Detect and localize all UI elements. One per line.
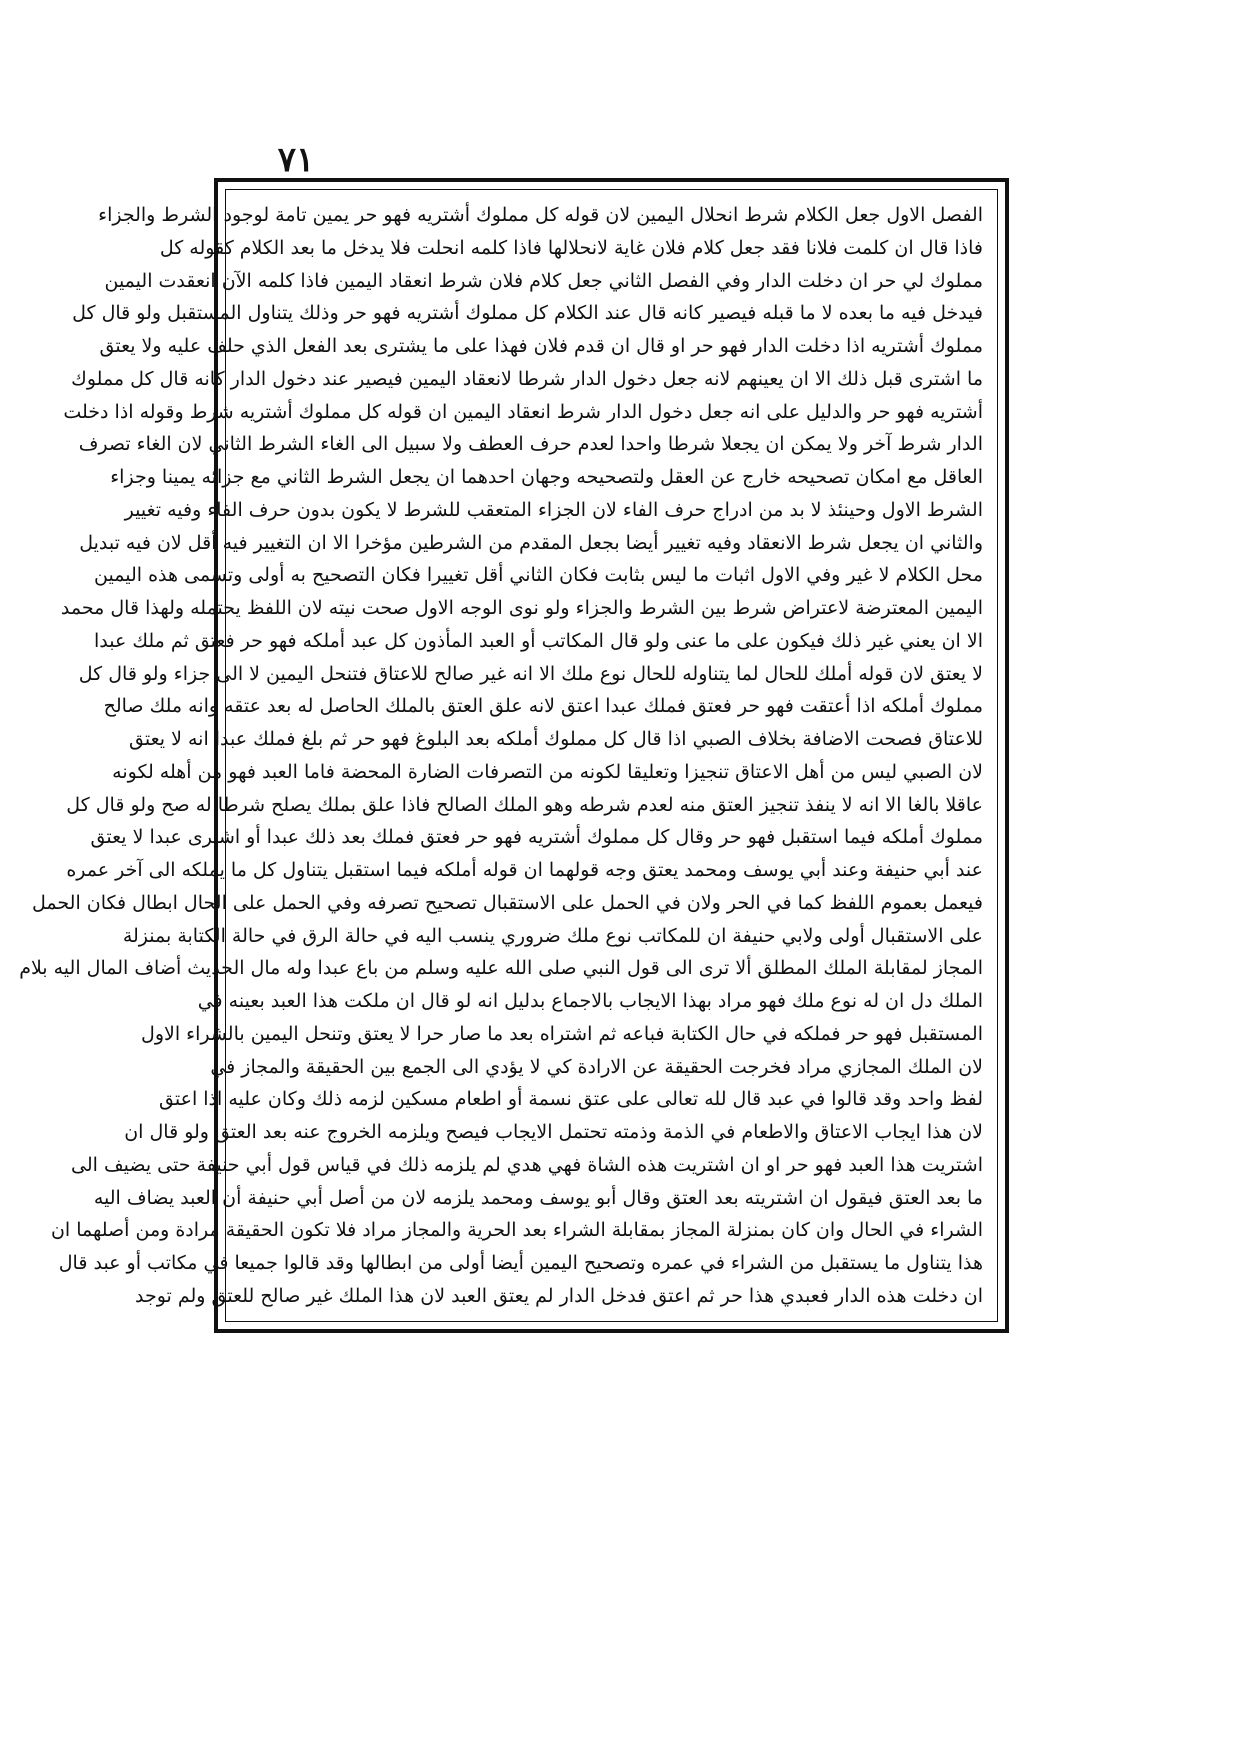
text-line: لا يعتق لان قوله أملك للحال لما يتناوله للحال نوع ملك الا انه غير صالح للاعتاق فتنحل اليمين لا الى جزاء ولو قال كل	[78, 662, 983, 685]
text-line: لان الصبي ليس من أهل الاعتاق تنجيزا وتعليقا لكونه من التصرفات الضارة المحضة فاما العبد فهو من أهله لكونه	[112, 760, 983, 783]
text-line: للاعتاق فصحت الاضافة بخلاف الصبي اذا قال كل مملوك أملكه بعد البلوغ فهو حر ثم بلغ فملك عبدا انه لا يعتق	[129, 728, 983, 750]
text-line: لان هذا ايجاب الاعتاق والاطعام في الذمة وذمته تحتمل الايجاب فيصح ويلزمه الخروج عنه بعد العتق ولو قال ان	[124, 1121, 983, 1143]
text-line: أشتريه فهو حر والدليل على انه جعل دخول الدار شرط انعقاد اليمين ان قوله كل مملوك أشتريه شرط وقوله اذا دخلت	[63, 400, 983, 423]
text-line: المستقبل فهو حر فملكه في حال الكتابة فباعه ثم اشتراه بعد ما صار حرا لا يعتق وتنحل اليمين بالشراء الاول	[141, 1022, 983, 1045]
text-body	[19, 200, 983, 1311]
text-line: لان الملك المجازي مراد فخرجت الحقيقة عن الارادة كي لا يؤدي الى الجمع بين الحقيقة والمجاز في	[210, 1055, 983, 1078]
text-line: العاقل مع امكان تصحيحه خارج عن العقل ولتصحيحه وجهان احدهما ان يجعل الشرط الثاني مع جزائه يمينا وجزاء	[110, 466, 983, 488]
text-line: ان دخلت هذه الدار فعبدي هذا حر ثم اعتق فدخل الدار لم يعتق العبد لان هذا الملك غير صالح للعتق ولم توجد	[134, 1284, 983, 1307]
text-line: مملوك أملكه فيما استقبل فهو حر وقال كل مملوك أشتريه فهو حر فعتق فملك بعد ذلك عبدا أو اشترى عبدا لا يعتق	[90, 826, 983, 849]
text-line: المجاز لمقابلة الملك المطلق ألا ترى الى قول النبي صلى الله عليه وسلم من باع عبدا وله مال الحديث أضاف المال اليه بلام	[19, 957, 983, 980]
text-line: مملوك أشتريه اذا دخلت الدار فهو حر او قال ان قدم فلان فهذا على ما يشترى بعد الفعل الذي حلف عليه ولا يعتق	[99, 335, 983, 357]
text-line: الشراء في الحال وان كان بمنزلة المجاز بمقابلة الشراء بعد الحرية والمجاز مراد فلا تكون الحقيقة مرادة ومن أصلهما ان	[50, 1219, 983, 1242]
text-line: اشتريت هذا العبد فهو حر او ان اشتريت هذه الشاة فهي هدي لم يلزمه ذلك في قياس قول أبي حنيفة حتى يضيف الى	[71, 1153, 983, 1176]
text-line: محل الكلام لا غير وفي الاول اثبات ما ليس بثابت فكان الثاني أقل تغييرا فكان التصحيح به أولى وتسمى هذه اليمين	[94, 564, 983, 587]
page-border	[19, 178, 1009, 1333]
text-line: الا ان يعني غير ذلك فيكون على ما عنى ولو قال المكاتب أو العبد المأذون كل عبد أملكه فهو حر فعتق ثم ملك عبدا	[93, 629, 983, 652]
text-line: والثاني ان يجعل شرط الانعقاد وفيه تغيير أيضا بجعل المقدم من الشرطين مؤخرا الا ان التغيير فيه أقل لان فيه تبديل	[79, 531, 983, 554]
text-line: عاقلا بالغا الا انه لا ينفذ تنجيز العتق منه لعدم شرطه وهو الملك الصالح فاذا علق بملك يصلح شرطا له صح ولو قال كل	[66, 793, 983, 816]
text-line: عند أبي حنيفة وعند أبي يوسف ومحمد يعتق وجه قولهما ان قوله أملكه فيما استقبل يتناول كل ما يملكه الى آخر عمره	[66, 859, 983, 881]
text-line: اليمين المعترضة لاعتراض شرط بين الشرط والجزاء ولو نوى الوجه الاول صحت نيته لان اللفظ يحتمله ولهذا قال محمد	[60, 597, 983, 619]
text-line: فيعمل بعموم اللفظ كما في الحر ولان في الحمل على الاستقبال تصحيح تصرفه وفي الحمل على الحال ابطال فكان الحمل	[32, 891, 983, 914]
text-line: الشرط الاول وحينئذ لا بد من ادراج حرف الفاء لان الجزاء المتعقب للشرط لا يكون بدون حرف الفاء وفيه تغيير	[124, 498, 983, 521]
text-line: هذا يتناول ما يستقبل من الشراء في عمره وتصحيح اليمين أيضا أولى من ابطالها وقد قالوا جميعا في مكاتب أو عبد قال	[58, 1252, 983, 1274]
text-line: الملك دل ان له نوع ملك فهو مراد بهذا الايجاب بالاجماع بدليل انه لو قال ان ملكت هذا العبد بعينه في	[197, 990, 983, 1012]
text-line: الفصل الاول جعل الكلام شرط انحلال اليمين لان قوله كل مملوك أشتريه فهو حر يمين تامة لوجود الشرط والجزاء	[98, 204, 983, 226]
text-line: مملوك أملكه اذا أعتقت فهو حر فعتق فملك عبدا اعتق لانه علق العتق بالملك الحاصل له بعد عتقه وانه ملك صالح	[103, 695, 983, 718]
text-line: الدار شرط آخر ولا يمكن ان يجعلا شرطا واحدا لعدم حرف العطف ولا سبيل الى الغاء الشرط الثاني لان الغاء تصرف	[78, 433, 983, 456]
text-line: ما اشترى قبل ذلك الا ان يعينهم لانه جعل دخول الدار شرطا لانعقاد اليمين فيصير عند دخول الدار كانه قال كل مملوك	[71, 367, 983, 390]
inner-border	[19, 189, 998, 1322]
page-number: ٧١	[277, 140, 315, 180]
text-line: لفظ واحد وقد قالوا في عبد قال لله تعالى على عتق نسمة أو اطعام مسكين لزمه ذلك وكان عليه اذا اعتق	[159, 1088, 983, 1111]
text-line: ما بعد العتق فيقول ان اشتريته بعد العتق وقال أبو يوسف ومحمد يلزمه لان من أصل أبي حنيفة أن العبد يضاف اليه	[93, 1186, 983, 1209]
text-line: على الاستقبال أولى ولابي حنيفة ان للمكاتب نوع ملك ضروري ينسب اليه في حالة الرق في حالة الكتابة بمنزلة	[122, 924, 983, 947]
text-line: مملوك لي حر ان دخلت الدار وفي الفصل الثاني جعل كلام فلان شرط انعقاد اليمين فاذا كلمه الآن انعقدت اليمين	[104, 269, 983, 292]
text-line: فاذا قال ان كلمت فلانا فقد جعل كلام فلان غاية لانحلالها فاذا كلمه انحلت فلا يدخل ما بعد الكلام كقوله كل	[159, 236, 983, 259]
text-line: فيدخل فيه ما بعده لا ما قبله فيصير كانه قال عند الكلام كل مملوك أشتريه فهو حر وذلك يتناول المستقبل ولو قال كل	[72, 302, 983, 325]
